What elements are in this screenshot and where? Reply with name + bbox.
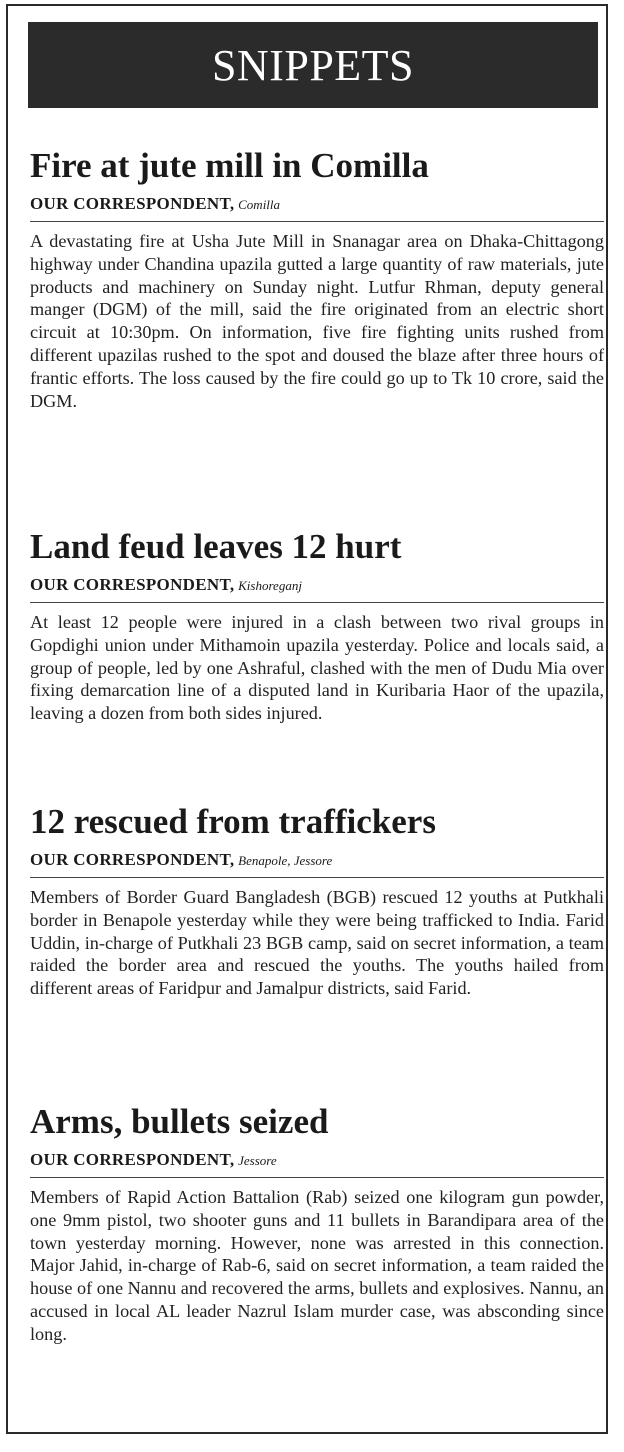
story-byline <box>30 1150 604 1178</box>
byline-location: Kishoreganj <box>238 578 302 593</box>
byline-author: OUR CORRESPONDENT, <box>30 850 235 869</box>
story-body: Members of Rapid Action Battalion (Rab) seized one kilogram gun powder, one 9mm pistol, two shooter guns and 11 bullets in Barandipara area of the town yesterday morning. However, none was arrested in this connection. Major Jahid, in-charge of Rab-6, said on secret information, a team raided the house of one Nannu and recovered the arms, bullets and explosives. Nannu, an accused in local AL leader Nazrul Islam murder case, was absconding since long. <box>30 1187 604 1344</box>
story-headline: Arms, bullets seized <box>30 1102 329 1141</box>
byline-author: OUR CORRESPONDENT, <box>30 1150 235 1169</box>
byline-author: OUR CORRESPONDENT, <box>30 194 235 213</box>
story-byline <box>30 575 604 603</box>
byline-location: Jessore <box>238 1153 277 1168</box>
story-fire-jute-mill <box>30 146 604 412</box>
section-title: SNIPPETS <box>211 40 415 90</box>
section-banner <box>28 22 598 108</box>
story-headline: 12 rescued from traffickers <box>30 802 436 841</box>
story-body: At least 12 people were injured in a clash between two rival groups in Gopdighi union under Mithamoin upazila yesterday. Police and locals said, a group of people, led by one Ashraful, clashed with the men of Dudu Mia over fixing demarcation line of a disputed land in Kuribaria Haor of the upazila, leaving a dozen from both sides injured. <box>30 612 604 724</box>
byline-author: OUR CORRESPONDENT, <box>30 575 235 594</box>
story-rescued-traffickers <box>30 802 604 1000</box>
story-body: A devastating fire at Usha Jute Mill in Snanagar area on Dhaka-Chittagong highway under Chandina upazila gutted a large quantity of raw materials, jute products and machinery on Sunday night. Lutfur Rhman, deputy general manger (DGM) of the mill, said the fire originated from an electric short circuit at 10:30pm. On information, five fire fighting units rushed from different upazilas rushed to the spot and doused the blaze after three hours of frantic efforts. The loss caused by the fire could go up to Tk 10 crore, said the DGM. <box>30 231 604 411</box>
story-headline: Fire at jute mill in Comilla <box>30 146 429 185</box>
byline-location: Comilla <box>238 197 281 212</box>
story-headline: Land feud leaves 12 hurt <box>30 527 402 566</box>
story-byline <box>30 194 604 222</box>
story-byline <box>30 850 604 878</box>
story-arms-seized <box>30 1102 604 1346</box>
story-body: Members of Border Guard Bangladesh (BGB) rescued 12 youths at Putkhali border in Benapole yesterday while they were being trafficked to India. Farid Uddin, in-charge of Putkhali 23 BGB camp, said on secret information, a team raided the border area and rescued the youths. The youths hailed from different areas of Faridpur and Jamalpur districts, said Farid. <box>30 887 604 999</box>
byline-location: Benapole, Jessore <box>238 853 333 868</box>
snippets-panel <box>6 4 608 1434</box>
story-land-feud <box>30 527 604 725</box>
